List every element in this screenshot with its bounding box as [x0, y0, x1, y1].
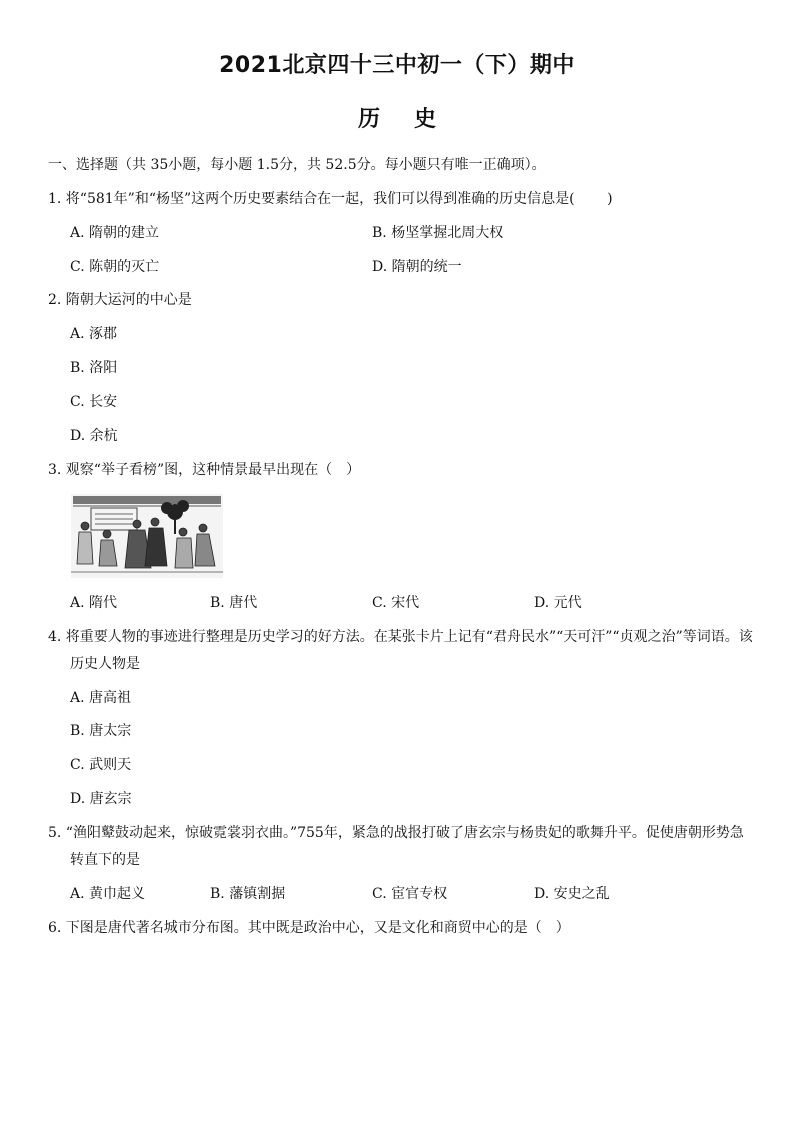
question-5-option-c: C. 宦官专权	[372, 886, 448, 902]
question-3-option-a: A. 隋代	[70, 595, 118, 611]
question-5-stem-continued: 转直下的是	[70, 852, 140, 868]
question-1-option-d: D. 隋朝的统一	[372, 259, 462, 275]
question-2-option-a: A. 涿郡	[70, 326, 118, 342]
question-2-stem: 2. 隋朝大运河的中心是	[48, 292, 192, 308]
question-3-option-b: B. 唐代	[210, 595, 258, 611]
question-4-stem: 4. 将重要人物的事迹进行整理是历史学习的好方法。在某张卡片上记有“君舟民水”“天可汗”“贞观之治”等词语。该	[48, 629, 753, 645]
question-1-option-a: A. 隋朝的建立	[70, 225, 160, 241]
page-title: 2021北京四十三中初一（下）期中	[219, 53, 575, 78]
scholars-viewing-list-icon	[71, 494, 223, 578]
question-5-option-a: A. 黄巾起义	[70, 886, 146, 902]
exam-results-illustration	[71, 494, 223, 578]
question-4-stem-continued: 历史人物是	[70, 656, 140, 672]
question-3-option-c: C. 宋代	[372, 595, 420, 611]
question-3-stem: 3. 观察“举子看榜”图，这种情景最早出现在（ ）	[48, 462, 361, 478]
question-3-option-d: D. 元代	[534, 595, 582, 611]
question-5-stem: 5. “渔阳鼙鼓动起来，惊破霓裳羽衣曲。”755年，紧急的战报打破了唐玄宗与杨贵妃的歌舞升平。促使唐朝形势急	[48, 825, 744, 841]
question-2-option-d: D. 余杭	[70, 428, 118, 444]
question-6-stem: 6. 下图是唐代著名城市分布图。其中既是政治中心，又是文化和商贸中心的是（ ）	[48, 920, 570, 936]
question-1-option-b: B. 杨坚掌握北周大权	[372, 225, 504, 241]
question-1-stem: 1. 将“581年”和“杨坚”这两个历史要素结合在一起，我们可以得到准确的历史信息是( )	[48, 191, 613, 207]
question-1-option-c: C. 陈朝的灭亡	[70, 259, 160, 275]
question-5-option-d: D. 安史之乱	[534, 886, 610, 902]
question-2-option-b: B. 洛阳	[70, 360, 118, 376]
question-4-option-c: C. 武则天	[70, 757, 132, 773]
question-4-option-d: D. 唐玄宗	[70, 791, 132, 807]
question-2-option-c: C. 长安	[70, 394, 118, 410]
question-4-option-b: B. 唐太宗	[70, 723, 132, 739]
question-4-option-a: A. 唐高祖	[70, 690, 132, 706]
question-5-option-b: B. 藩镇割据	[210, 886, 286, 902]
section-heading: 一、选择题（共 35小题，每小题 1.5分，共 52.5分。每小题只有唯一正确项）。	[48, 157, 546, 173]
subject-title: 历史	[357, 107, 470, 132]
